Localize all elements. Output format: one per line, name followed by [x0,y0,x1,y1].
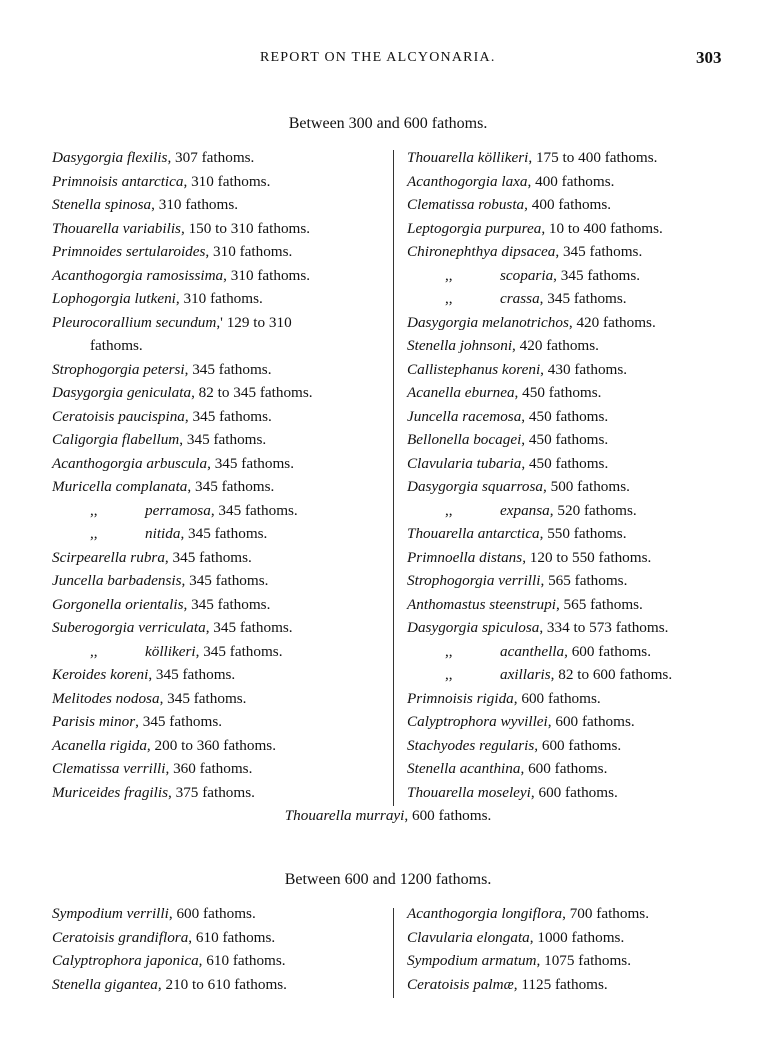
species-name: axillaris [500,666,551,683]
depth-range: , 550 fathoms. [539,525,627,542]
species-name: Suberogorgia verriculata [52,619,206,636]
species-name: Primnoella distans [407,548,523,566]
depth-range: , 345 fathoms. [179,431,267,448]
species-name: köllikeri [145,642,196,660]
species-name: Callistephanus koreni [407,360,541,378]
list-item [407,264,747,288]
species-name: Acanthogorgia arbuscula [52,454,208,472]
depth-range: , 310 fathoms. [205,243,293,260]
species-name: Thouarella antarctica [407,525,540,542]
depth-range: , 345 fathoms. [210,501,298,519]
depth-range: , 565 fathoms. [540,572,628,589]
depth-range: , 600 fathoms. [513,689,601,707]
list-item [52,287,388,311]
list-item [52,593,388,617]
species-name: Thouarella köllikeri [407,149,529,166]
species-name: acanthella [500,642,565,660]
list-item [407,428,747,452]
species-name: scoparia [500,266,554,284]
section2-left-column [52,902,388,996]
depth-range: , 500 fathoms. [543,478,630,495]
depth-range: , 10 to 400 fathoms. [541,219,663,237]
list-item [52,546,388,570]
list-item [52,687,388,711]
species-name: Thouarella moseleyi [407,783,531,801]
list-item [52,781,388,805]
list-item [407,973,747,997]
depth-range: , 310 fathoms. [151,196,239,213]
list-item [52,499,388,523]
depth-range: , 82 to 345 fathoms. [191,384,313,401]
depth-range: , 310 fathoms. [183,172,271,190]
depth-range: , 1075 fathoms. [536,952,632,969]
species-name: Parisis minor [52,713,136,730]
list-item [407,781,747,805]
depth-range: , 345 fathoms. [187,478,275,495]
species-name: Primnoides sertularoides [52,243,206,260]
ditto-mark: ,, [445,266,453,284]
depth-range: , 600 fathoms. [404,807,492,824]
list-item [407,334,747,358]
list-item [407,757,747,781]
depth-range: , 345 fathoms. [195,642,283,660]
depth-range: , 345 fathoms. [553,266,641,284]
list-item [407,687,747,711]
depth-range: , 600 fathoms. [534,736,622,754]
species-name: Pleurocorallium secundum [52,313,217,331]
depth-range: , 450 fathoms. [514,384,602,401]
species-name: Stenella johnsoni [407,337,513,354]
depth-range: , 334 to 573 fathoms. [539,619,669,636]
list-item [52,973,388,997]
depth-range: , 400 fathoms. [527,172,615,190]
list-item [52,193,388,217]
depth-range: ,' 129 to 310 [216,313,292,331]
species-name: Chironephthya dipsacea [407,243,556,260]
list-item [407,287,747,311]
species-name: Stenella gigantea [52,975,158,993]
species-name: Bellonella bocagei [407,431,522,448]
depth-range: , 600 fathoms. [564,642,652,660]
species-name: Dasygorgia flexilis [52,149,168,166]
species-name: Acanthogorgia laxa [407,172,528,190]
depth-range: , 565 fathoms. [555,595,643,613]
species-name: Muriceides fragilis [52,783,169,801]
list-item [407,217,747,241]
depth-range: , 1000 fathoms. [529,928,625,946]
species-name: Thouarella murrayi [284,807,405,824]
list-item [407,475,747,499]
depth-range: , 345 fathoms. [159,689,247,707]
depth-range: , 400 fathoms. [524,196,612,213]
species-name: Melitodes nodosa [52,689,160,707]
depth-range: , 1125 fathoms. [513,975,608,993]
depth-range: , 150 to 310 fathoms. [180,219,311,237]
section-heading-600-1200: Between 600 and 1200 fathoms. [284,871,492,888]
species-name: Stachyodes regularis [407,736,535,754]
list-item [52,663,388,687]
depth-range: , 700 fathoms. [562,905,650,922]
list-item [407,193,747,217]
ditto-mark: ,, [445,642,453,660]
depth-range: , 420 fathoms. [568,313,656,331]
depth-range: , 450 fathoms. [521,407,609,425]
depth-range: , 430 fathoms. [540,360,628,378]
species-name: Dasygorgia geniculata [52,384,192,401]
depth-range: , 345 fathoms. [181,572,269,589]
list-item [407,902,747,926]
list-item [407,405,747,429]
species-name: Ceratoisis paucispina [52,407,185,425]
depth-range: , 520 fathoms. [549,501,637,519]
list-item [407,710,747,734]
list-item [52,734,388,758]
depth-range: , 200 to 360 fathoms. [146,736,277,754]
column-divider-2 [393,908,394,998]
ditto-mark: ,, [445,290,453,307]
list-item [52,452,388,476]
depth-range: , 360 fathoms. [165,760,253,777]
species-name: Calyptrophora japonica [52,952,199,969]
depth-range: , 345 fathoms. [148,666,236,683]
depth-range: , 345 fathoms. [205,619,293,636]
list-item [407,593,747,617]
column-divider-1 [393,150,394,806]
list-item [52,616,388,640]
list-item [407,616,747,640]
species-name: Calyptrophora wyvillei [407,713,548,730]
species-name: Scirpearella rubra [52,548,165,566]
list-item [407,949,747,973]
list-item [407,146,747,170]
list-item [52,428,388,452]
list-item [52,902,388,926]
list-item [52,381,388,405]
ditto-mark: ,, [445,666,453,683]
species-name: Stenella acanthina [407,760,521,777]
list-item [52,522,388,546]
list-item [52,170,388,194]
species-name: Dasygorgia spiculosa [407,619,540,636]
depth-range: , 307 fathoms. [167,149,255,166]
species-name: Sympodium verrilli [52,905,169,922]
depth-range: , 175 to 400 fathoms. [528,149,658,166]
species-name: Dasygorgia squarrosa [407,478,543,495]
depth-range: , 345 fathoms. [555,243,643,260]
species-name: Leptogorgia purpurea [407,219,542,237]
depth-range: , 345 fathoms. [180,525,268,542]
species-name: Lophogorgia lutkeni [52,290,176,307]
species-name: Sympodium armatum [407,952,537,969]
ditto-mark: ,, [90,525,98,542]
species-name: Caligorgia flabellum [52,431,180,448]
list-item [52,146,388,170]
list-item [407,522,747,546]
species-name: crassa [500,290,540,307]
depth-range: , 210 to 610 fathoms. [157,975,287,993]
list-item [52,405,388,429]
depth-range: , 345 fathoms. [135,713,223,730]
species-name: Primnoisis antarctica [52,172,184,190]
list-item [407,663,747,687]
list-item [52,757,388,781]
centered-entry [0,807,776,825]
depth-range: , 345 fathoms. [184,407,272,425]
species-name: Keroides koreni [52,666,149,683]
depth-range: , 420 fathoms. [512,337,599,354]
list-item [407,640,747,664]
species-name: Clematissa robusta [407,196,525,213]
species-name: Acanthogorgia longiflora [407,905,563,922]
list-item [407,734,747,758]
species-name: nitida [145,525,181,542]
list-item [52,949,388,973]
species-name: Clavularia elongata [407,928,530,946]
list-item [407,240,747,264]
list-item [407,546,747,570]
depth-range: , 345 fathoms. [207,454,295,472]
species-name: Acanthogorgia ramosissima [52,266,224,284]
depth-range: , 610 fathoms. [188,928,276,946]
list-item [52,311,388,358]
depth-range: , 82 to 600 fathoms. [550,666,673,683]
species-name: Thouarella variabilis [52,219,181,237]
list-item [407,381,747,405]
running-title: REPORT ON THE ALCYONARIA. [260,50,496,65]
depth-continuation: fathoms. [90,337,143,354]
section1-right-column [407,146,747,804]
list-item [407,926,747,950]
list-item [52,217,388,241]
species-name: Stenella spinosa [52,196,152,213]
depth-range: , 375 fathoms. [168,783,255,801]
species-name: Clematissa verrilli [52,760,166,777]
list-item [407,499,747,523]
species-name: Juncella barbadensis [52,572,182,589]
list-item [52,569,388,593]
list-item [52,264,388,288]
depth-range: , 310 fathoms. [175,290,263,307]
depth-range: , 345 fathoms. [164,548,252,566]
depth-range: , 610 fathoms. [198,952,286,969]
species-name: Muricella complanata [52,478,188,495]
species-name: Clavularia tubaria [407,454,522,472]
ditto-mark: ,, [445,501,453,519]
species-name: Strophogorgia petersi [52,360,185,378]
list-item [407,311,747,335]
depth-range: , 600 fathoms. [168,905,256,922]
depth-range: , 310 fathoms. [223,266,311,284]
section1-left-column [52,146,388,804]
list-item [52,475,388,499]
ditto-mark: ,, [90,501,98,519]
species-name: Acanella rigida [52,736,147,754]
species-name: Acanella eburnea [407,384,515,401]
depth-range: , 450 fathoms. [521,431,609,448]
depth-range: , 345 fathoms. [539,290,627,307]
depth-range: , 600 fathoms. [547,713,635,730]
list-item [407,452,747,476]
page-number: 303 [696,48,722,67]
species-name: Gorgonella orientalis [52,595,184,613]
depth-range: , 120 to 550 fathoms. [522,548,652,566]
species-name: Primnoisis rigida [407,689,514,707]
list-item [52,640,388,664]
list-item [52,926,388,950]
ditto-mark: ,, [90,642,98,660]
depth-range: , 600 fathoms. [520,760,608,777]
section-heading-300-600: Between 300 and 600 fathoms. [288,115,488,132]
list-item [52,710,388,734]
list-item [407,358,747,382]
species-name: expansa [500,501,550,519]
list-item [52,358,388,382]
species-name: Ceratoisis grandiflora [52,928,189,946]
depth-range: , 345 fathoms. [184,360,272,378]
list-item [407,569,747,593]
list-item [407,170,747,194]
depth-range: , 450 fathoms. [521,454,609,472]
list-item [52,240,388,264]
depth-range: , 345 fathoms. [183,595,271,613]
species-name: Dasygorgia melanotrichos [407,313,569,331]
species-name: Strophogorgia verrilli [407,572,541,589]
species-name: Anthomastus steenstrupi [407,595,556,613]
species-name: Juncella racemosa [407,407,522,425]
species-name: perramosa [145,501,211,519]
section2-right-column [407,902,747,996]
species-name: Ceratoisis palmæ [407,975,514,993]
depth-range: , 600 fathoms. [530,783,618,801]
